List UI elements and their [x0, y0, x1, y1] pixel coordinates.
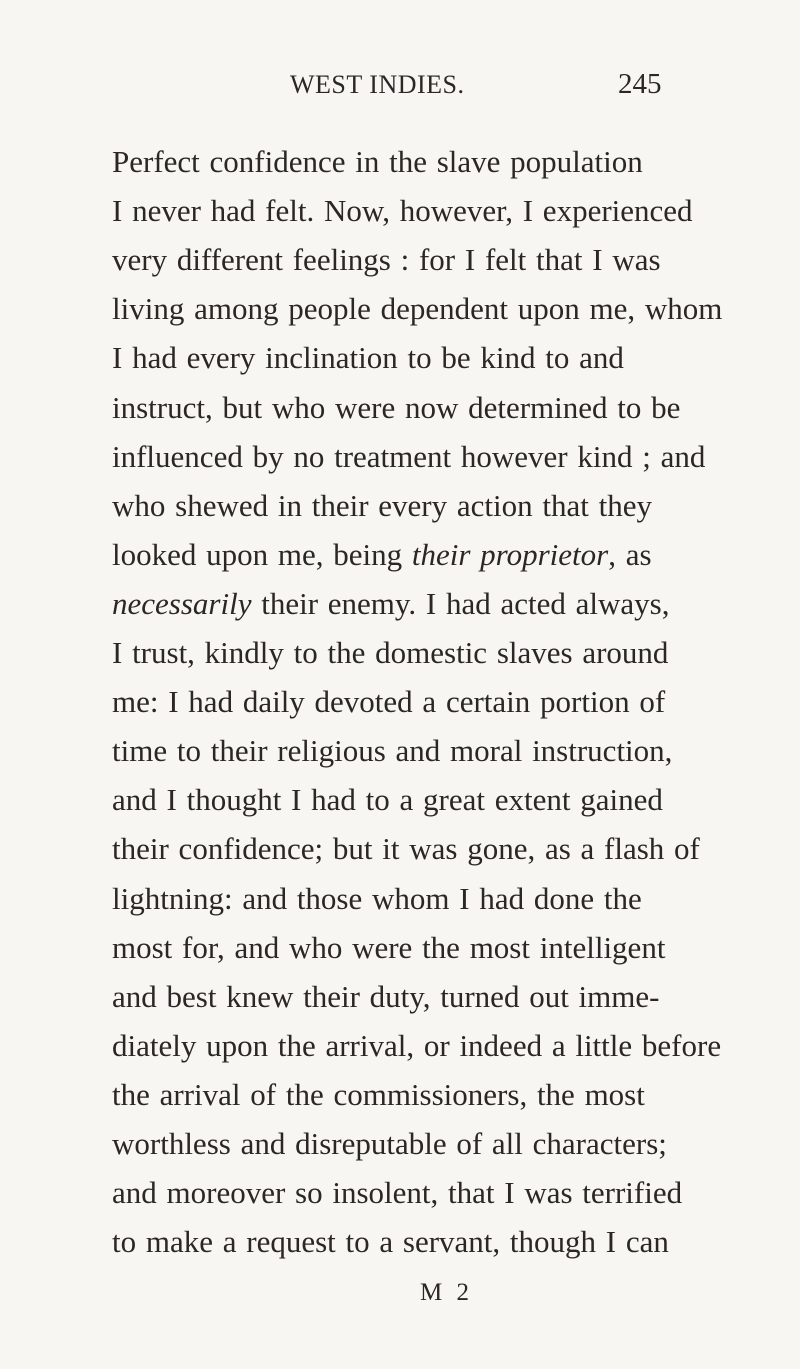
text-line: I trust, kindly to the domestic slaves around [112, 635, 669, 670]
text-line: and moreover so insolent, that I was terrified [112, 1175, 683, 1211]
text-line: and I thought I had to a great extent gained [112, 782, 663, 818]
text-line [112, 585, 670, 621]
text-line: time to their religious and moral instruction, [112, 733, 673, 769]
text-line: most for, and who were the most intelligent [112, 929, 666, 965]
text-line: living among people dependent upon me, whom [112, 291, 723, 327]
text-line: the arrival of the commissioners, the most [112, 1076, 645, 1112]
text-line: worthless and disreputable of all characters; [112, 1126, 667, 1161]
text-run: looked upon me, being [112, 536, 412, 572]
page-number: 245 [618, 68, 662, 100]
text-line: I had every inclination to be kind to and [112, 340, 624, 376]
text-line [112, 536, 652, 572]
text-line: who shewed in their every action that they [112, 487, 652, 523]
text-line: Perfect confidence in the slave population [112, 144, 643, 179]
text-line: I never had felt. Now, however, I experienced [112, 193, 693, 229]
text-line: influenced by no treatment however kind ; and [112, 438, 706, 474]
text-line: very different feelings : for I felt that I was [112, 242, 661, 278]
text-line: diately upon the arrival, or indeed a little before [112, 1027, 722, 1063]
text-line: to make a request to a servant, though I can [112, 1224, 669, 1260]
running-head: WEST INDIES. [290, 70, 465, 99]
italic-phrase: their proprietor [411, 536, 609, 572]
italic-phrase: necessarily [112, 585, 252, 621]
text-line: instruct, but who were now determined to be [112, 389, 681, 425]
text-line: their confidence; but it was gone, as a flash of [112, 831, 700, 867]
text-line: and best knew their duty, turned out imme- [112, 978, 660, 1014]
signature-mark: M 2 [420, 1279, 473, 1307]
text-run: , as [608, 536, 652, 572]
text-run: their enemy. I had acted always, [251, 585, 670, 621]
text-line: me: I had daily devoted a certain portion of [112, 684, 666, 720]
text-line: lightning: and those whom I had done the [112, 880, 642, 916]
